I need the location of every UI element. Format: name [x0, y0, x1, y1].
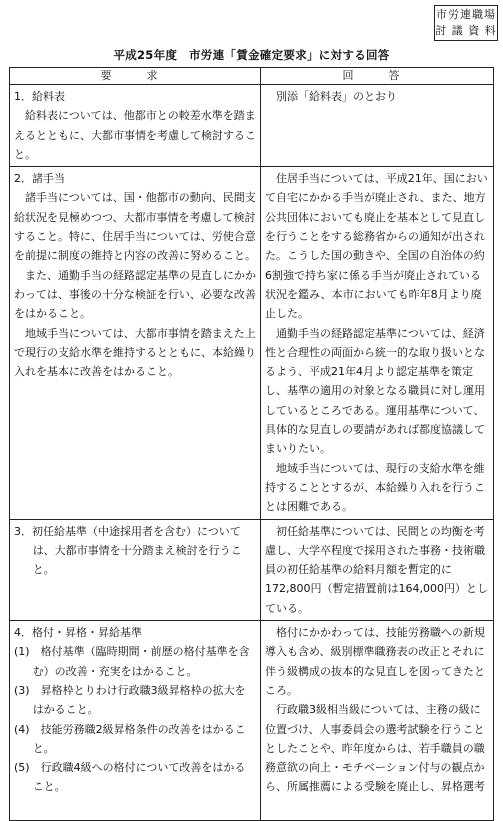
request-item: (5) 行政職4級への格付について改善をはかること。	[14, 761, 246, 794]
table-row	[10, 167, 494, 519]
request-item: (4) 技能労務職2級昇格条件の改善をはかること。	[14, 722, 246, 755]
stamp-line-1: 市労連職場	[436, 8, 496, 21]
response-cell	[261, 519, 494, 620]
response-text: 格付にかかわっては、技能労務職への新規導入も含め、級別標準職務表の改正とそれに伴う級構成の抜本的な見直しを図ってきたところ。	[265, 626, 485, 697]
table-row	[10, 621, 494, 821]
table-row	[10, 519, 494, 620]
request-text: 地域手当については、大都市事情を踏まえた上で現行の支給水準を維持するとともに、本給繰り入れを基本に改善をはかること。	[14, 326, 256, 379]
document-stamp	[434, 5, 498, 41]
response-text: 通勤手当の経路認定基準については、経済性と合理性の両面から統一的な取り扱いとなるよう、平成21年4月より認定基準を策定し、基準の適用の対象となる職員に対し運用しているところである。運用基準について、具体的な見直しの要請があれば都度協議してまいりたい。	[265, 326, 485, 456]
request-heading: 4．格付・昇格・昇給基準	[14, 626, 142, 640]
response-text: 初任給基準については、民間との均衡を考慮し、大学卒程度で採用された事務・技術職員の初任給基準の給料月額を暫定的に172,800円（暫定措置前は164,000円）としている。	[265, 524, 488, 615]
request-heading: 3．初任給基準（中途採用者を含む）については、大都市事情を十分踏まえ検討を行うこと。	[14, 524, 242, 577]
request-item: (1) 格付基準（臨時期間・前歴の格付基準を含む）の改善・充実をはかること。	[14, 645, 250, 678]
request-heading: 2．諸手当	[14, 172, 65, 186]
request-text: 給料表については、他都市との較差水準を踏まえるとともに、大都市事情を考慮して検討すること。	[14, 109, 256, 161]
request-heading: 1．給料表	[14, 90, 65, 103]
header-response: 回 答	[261, 68, 494, 85]
page-title: 平成25年度 市労連「賃金確定要求」に対する回答	[113, 48, 390, 62]
response-text: 住居手当については、平成21年、国において自宅にかかる手当が廃止され、また、地方公共団体においても廃止を基本として見直しを行うことをする総務省からの通知が出された。こうした国の動きや、全国の自治体の約6割強で持ち家に係る手当が廃止されている状況を鑑み、本市においても昨年8月より廃止した。	[265, 172, 488, 321]
response-cell	[261, 85, 494, 167]
request-item: (3) 昇格枠とりわけ行政職3級昇格枠の拡大をはかること。	[14, 683, 246, 717]
request-cell	[10, 621, 261, 821]
table-row	[10, 85, 494, 167]
header-request: 要 求	[10, 68, 261, 85]
response-table	[9, 67, 494, 821]
response-text: 地域手当については、現行の支給水準を維持することとするが、本給繰り入れを行うことは困難である。	[265, 461, 485, 514]
response-cell	[261, 621, 494, 821]
request-cell	[10, 85, 261, 167]
request-text: また、通勤手当の経路認定基準の見直しにかかわっては、事後の十分な検証を行い、必要な改善をはかること。	[14, 268, 256, 321]
table-header-row	[10, 68, 494, 85]
response-cell	[261, 167, 494, 519]
response-text: 行政職3級相当級については、主務の級に位置づけ、人事委員会の選考試験を行うこととしたことや、昨年度からは、若手職員の職務意欲の向上・モチベーション付与の観点から、所属推薦による受験を廃止し、昇格選考	[265, 703, 485, 794]
request-cell	[10, 167, 261, 519]
request-text: 諸手当については、国・他都市の動向、民間支給状況を見極めつつ、大都市事情を考慮して検討すること。特に、住居手当については、労使合意を前提に制度の維持と内容の改善に努めること。	[14, 191, 256, 263]
stamp-line-2: 討 議 資 料	[435, 24, 497, 37]
request-cell	[10, 519, 261, 620]
response-text: 別添「給料表」のとおり	[276, 90, 397, 103]
